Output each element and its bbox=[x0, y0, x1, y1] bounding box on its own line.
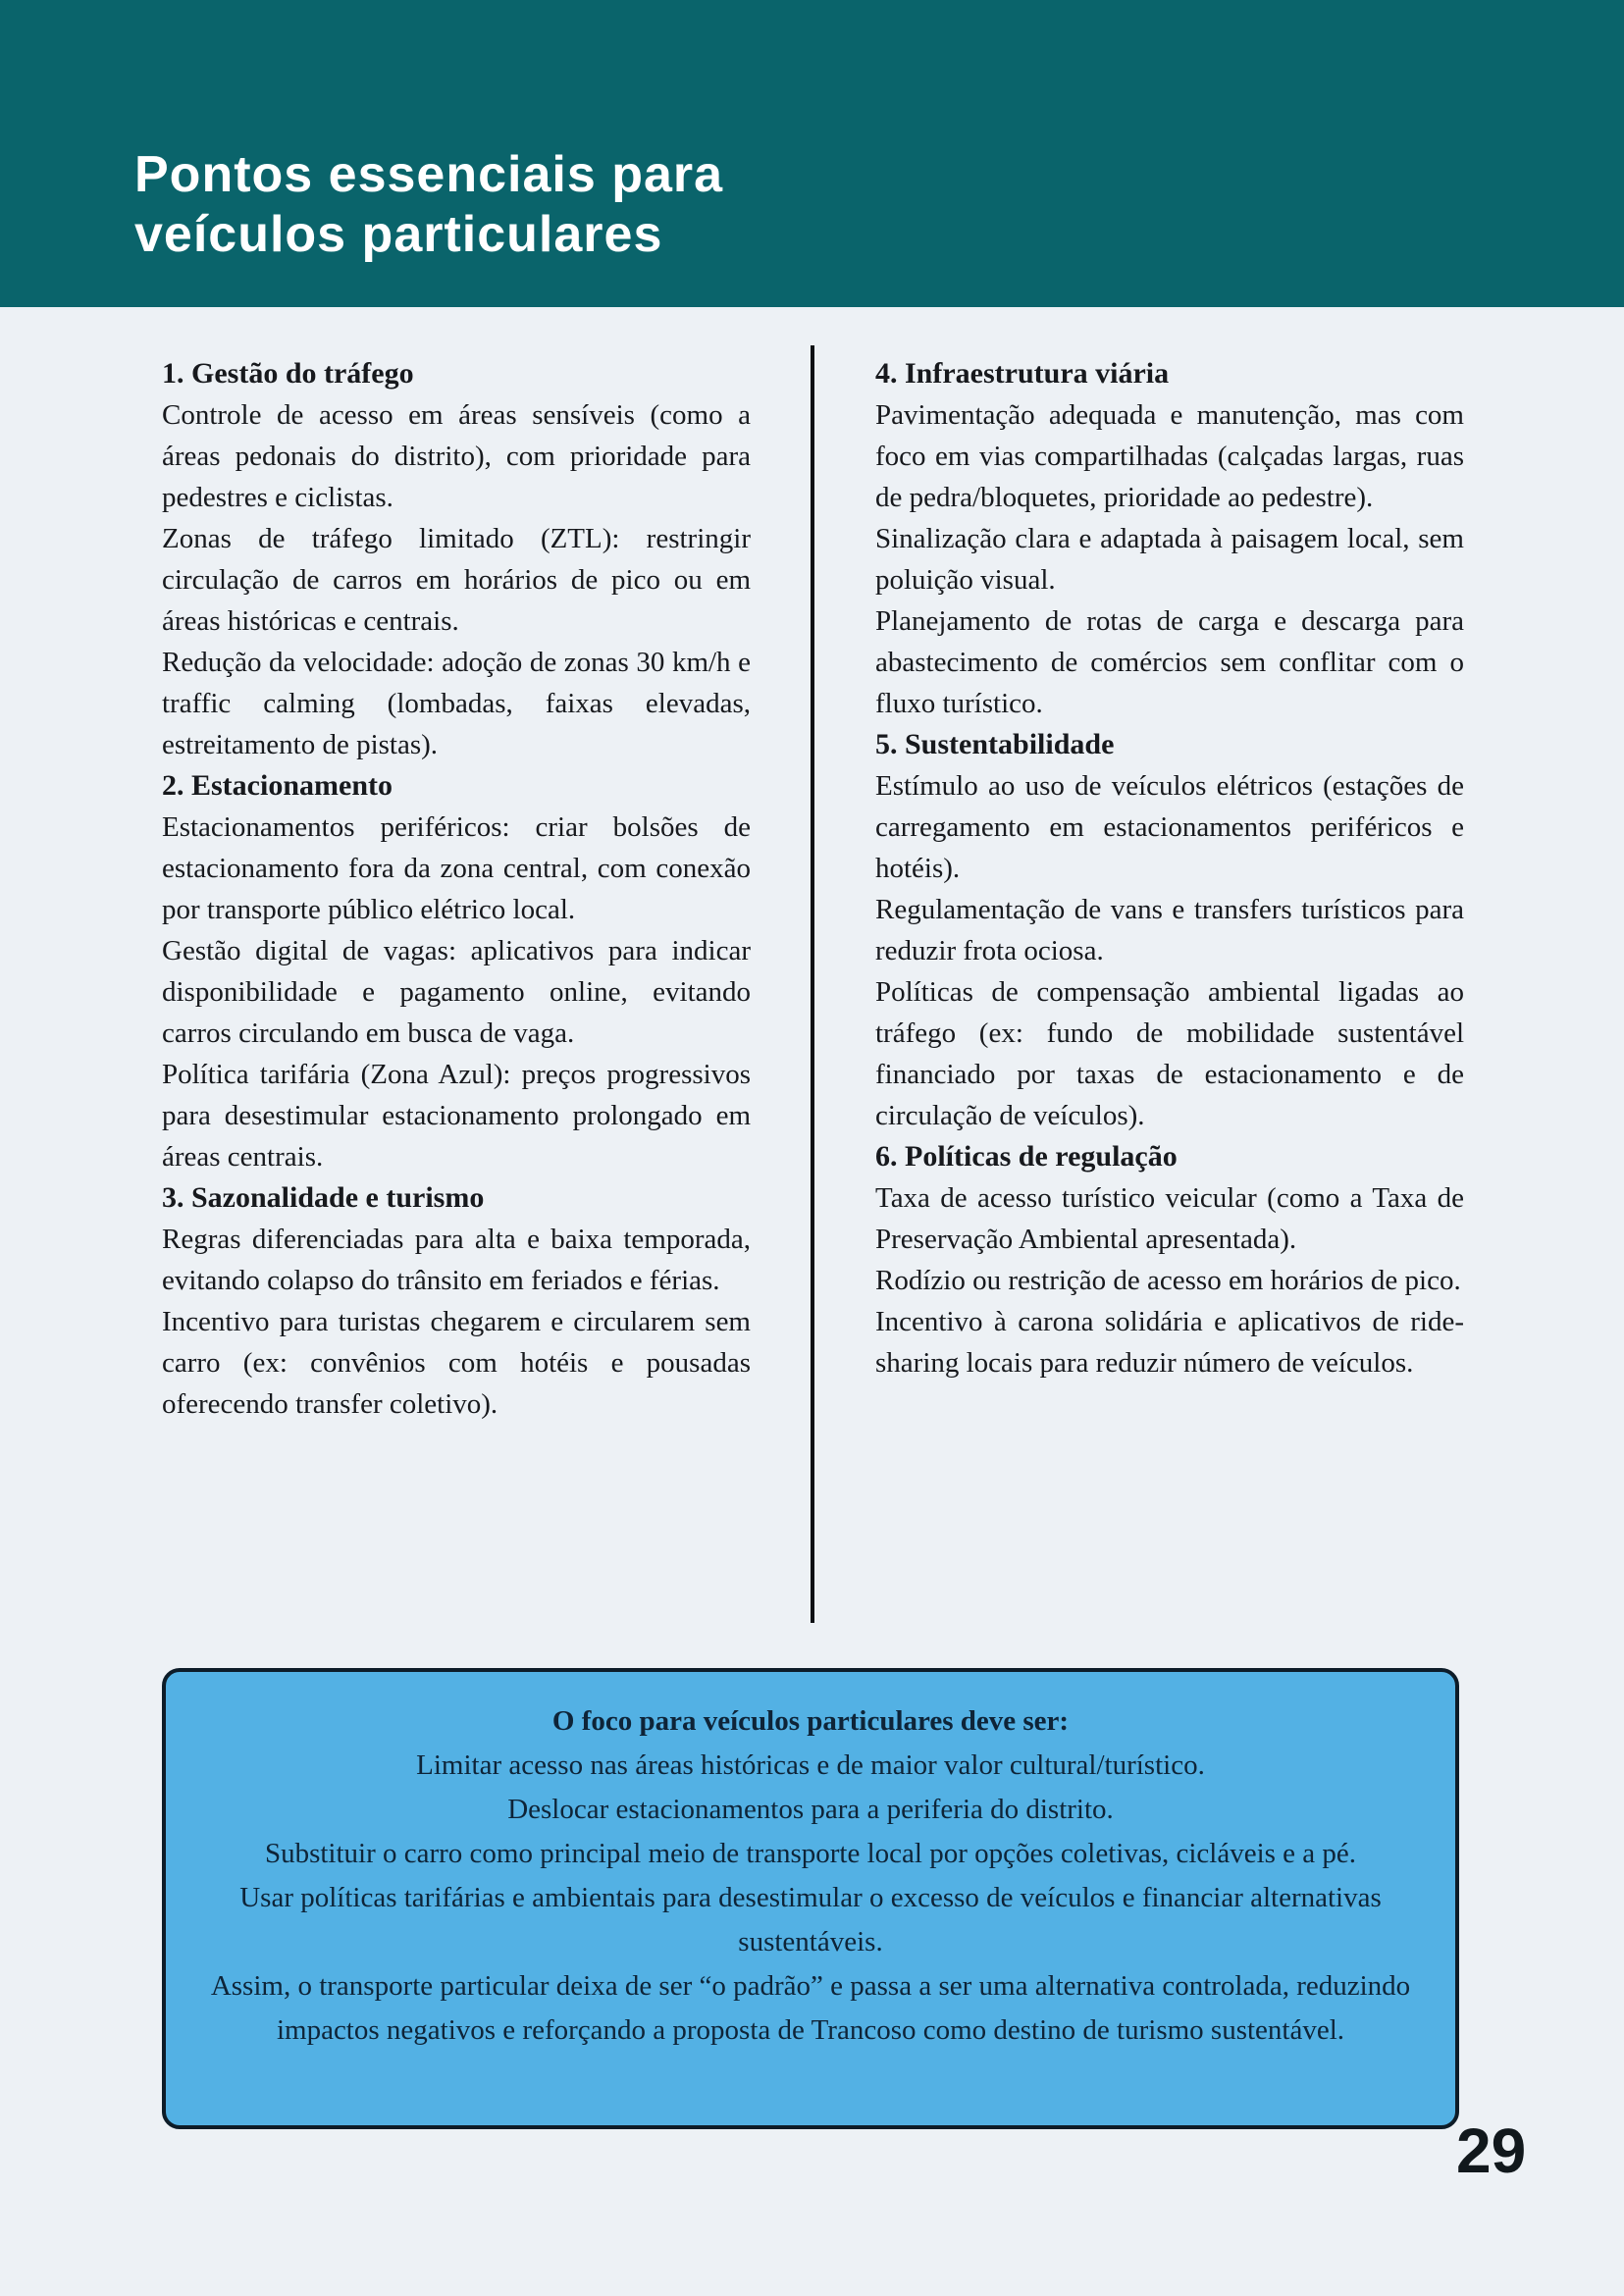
paragraph: Incentivo para turistas chegarem e circularem sem carro (ex: convênios com hotéis e pousadas oferecendo transfer coletivo). bbox=[162, 1306, 751, 1420]
focus-box-line: Usar políticas tarifárias e ambientais para desestimular o excesso de veículos e financiar alternativas sustentáveis. bbox=[239, 1882, 1382, 1957]
focus-box-line: Limitar acesso nas áreas históricas e de maior valor cultural/turístico. bbox=[416, 1749, 1205, 1781]
focus-box-heading: O foco para veículos particulares deve ser: bbox=[551, 1705, 1070, 1737]
page-title bbox=[134, 145, 723, 265]
section-heading-6: 6. Políticas de regulação bbox=[875, 1140, 1178, 1173]
section-heading-3: 3. Sazonalidade e turismo bbox=[162, 1181, 485, 1214]
paragraph: Regulamentação de vans e transfers turísticos para reduzir frota ociosa. bbox=[875, 894, 1464, 966]
column-divider bbox=[811, 345, 814, 1623]
paragraph: Planejamento de rotas de carga e descarga para abastecimento de comércios sem conflitar com o fluxo turístico. bbox=[875, 605, 1464, 719]
paragraph: Políticas de compensação ambiental ligadas ao tráfego (ex: fundo de mobilidade sustentável financiado por taxas de estacionamento e de circulação de veículos). bbox=[875, 976, 1464, 1131]
column-left bbox=[162, 353, 751, 1425]
focus-box-line: Assim, o transporte particular deixa de ser “o padrão” e passa a ser uma alternativa controlada, reduzindo impactos negativos e reforçando a proposta de Trancoso como destino de turismo sustentável. bbox=[210, 1970, 1411, 2046]
section-heading-5: 5. Sustentabilidade bbox=[875, 728, 1115, 760]
column-right bbox=[875, 353, 1464, 1383]
section-heading-1: 1. Gestão do tráfego bbox=[162, 357, 414, 390]
paragraph: Estímulo ao uso de veículos elétricos (estações de carregamento em estacionamentos periféricos e hotéis). bbox=[875, 770, 1464, 884]
paragraph: Pavimentação adequada e manutenção, mas com foco em vias compartilhadas (calçadas largas, ruas de pedra/bloquetes, prioridade ao pedestre). bbox=[875, 399, 1464, 513]
paragraph: Política tarifária (Zona Azul): preços progressivos para desestimular estacionamento prolongado em áreas centrais. bbox=[162, 1059, 751, 1173]
page-title-line-1: Pontos essenciais para bbox=[134, 146, 724, 203]
paragraph: Controle de acesso em áreas sensíveis (como a áreas pedonais do distrito), com prioridade para pedestres e ciclistas. bbox=[162, 399, 751, 513]
paragraph: Redução da velocidade: adoção de zonas 30 km/h e traffic calming (lombadas, faixas elevadas, estreitamento de pistas). bbox=[162, 647, 751, 760]
section-heading-2: 2. Estacionamento bbox=[162, 769, 393, 802]
section-heading-4: 4. Infraestrutura viária bbox=[875, 357, 1170, 390]
page-title-line-2: veículos particulares bbox=[134, 206, 663, 263]
paragraph: Regras diferenciadas para alta e baixa temporada, evitando colapso do trânsito em feriados e férias. bbox=[162, 1224, 751, 1296]
paragraph: Taxa de acesso turístico veicular (como a Taxa de Preservação Ambiental apresentada). bbox=[875, 1182, 1464, 1255]
page-number: 29 bbox=[1456, 2115, 1527, 2186]
focus-box bbox=[162, 1668, 1459, 2129]
focus-box-line: Substituir o carro como principal meio de transporte local por opções coletivas, cicláveis e a pé. bbox=[264, 1838, 1357, 1869]
paragraph: Gestão digital de vagas: aplicativos para indicar disponibilidade e pagamento online, evitando carros circulando em busca de vaga. bbox=[162, 935, 751, 1049]
paragraph: Rodízio ou restrição de acesso em horários de pico. bbox=[875, 1265, 1461, 1296]
header-band bbox=[0, 0, 1624, 307]
paragraph: Estacionamentos periféricos: criar bolsões de estacionamento fora da zona central, com conexão por transporte público elétrico local. bbox=[162, 811, 751, 925]
paragraph: Zonas de tráfego limitado (ZTL): restringir circulação de carros em horários de pico ou em áreas históricas e centrais. bbox=[162, 523, 751, 637]
focus-box-line: Deslocar estacionamentos para a periferia do distrito. bbox=[507, 1794, 1114, 1825]
paragraph: Sinalização clara e adaptada à paisagem local, sem poluição visual. bbox=[875, 523, 1464, 596]
paragraph: Incentivo à carona solidária e aplicativos de ride-sharing locais para reduzir número de veículos. bbox=[875, 1306, 1464, 1379]
